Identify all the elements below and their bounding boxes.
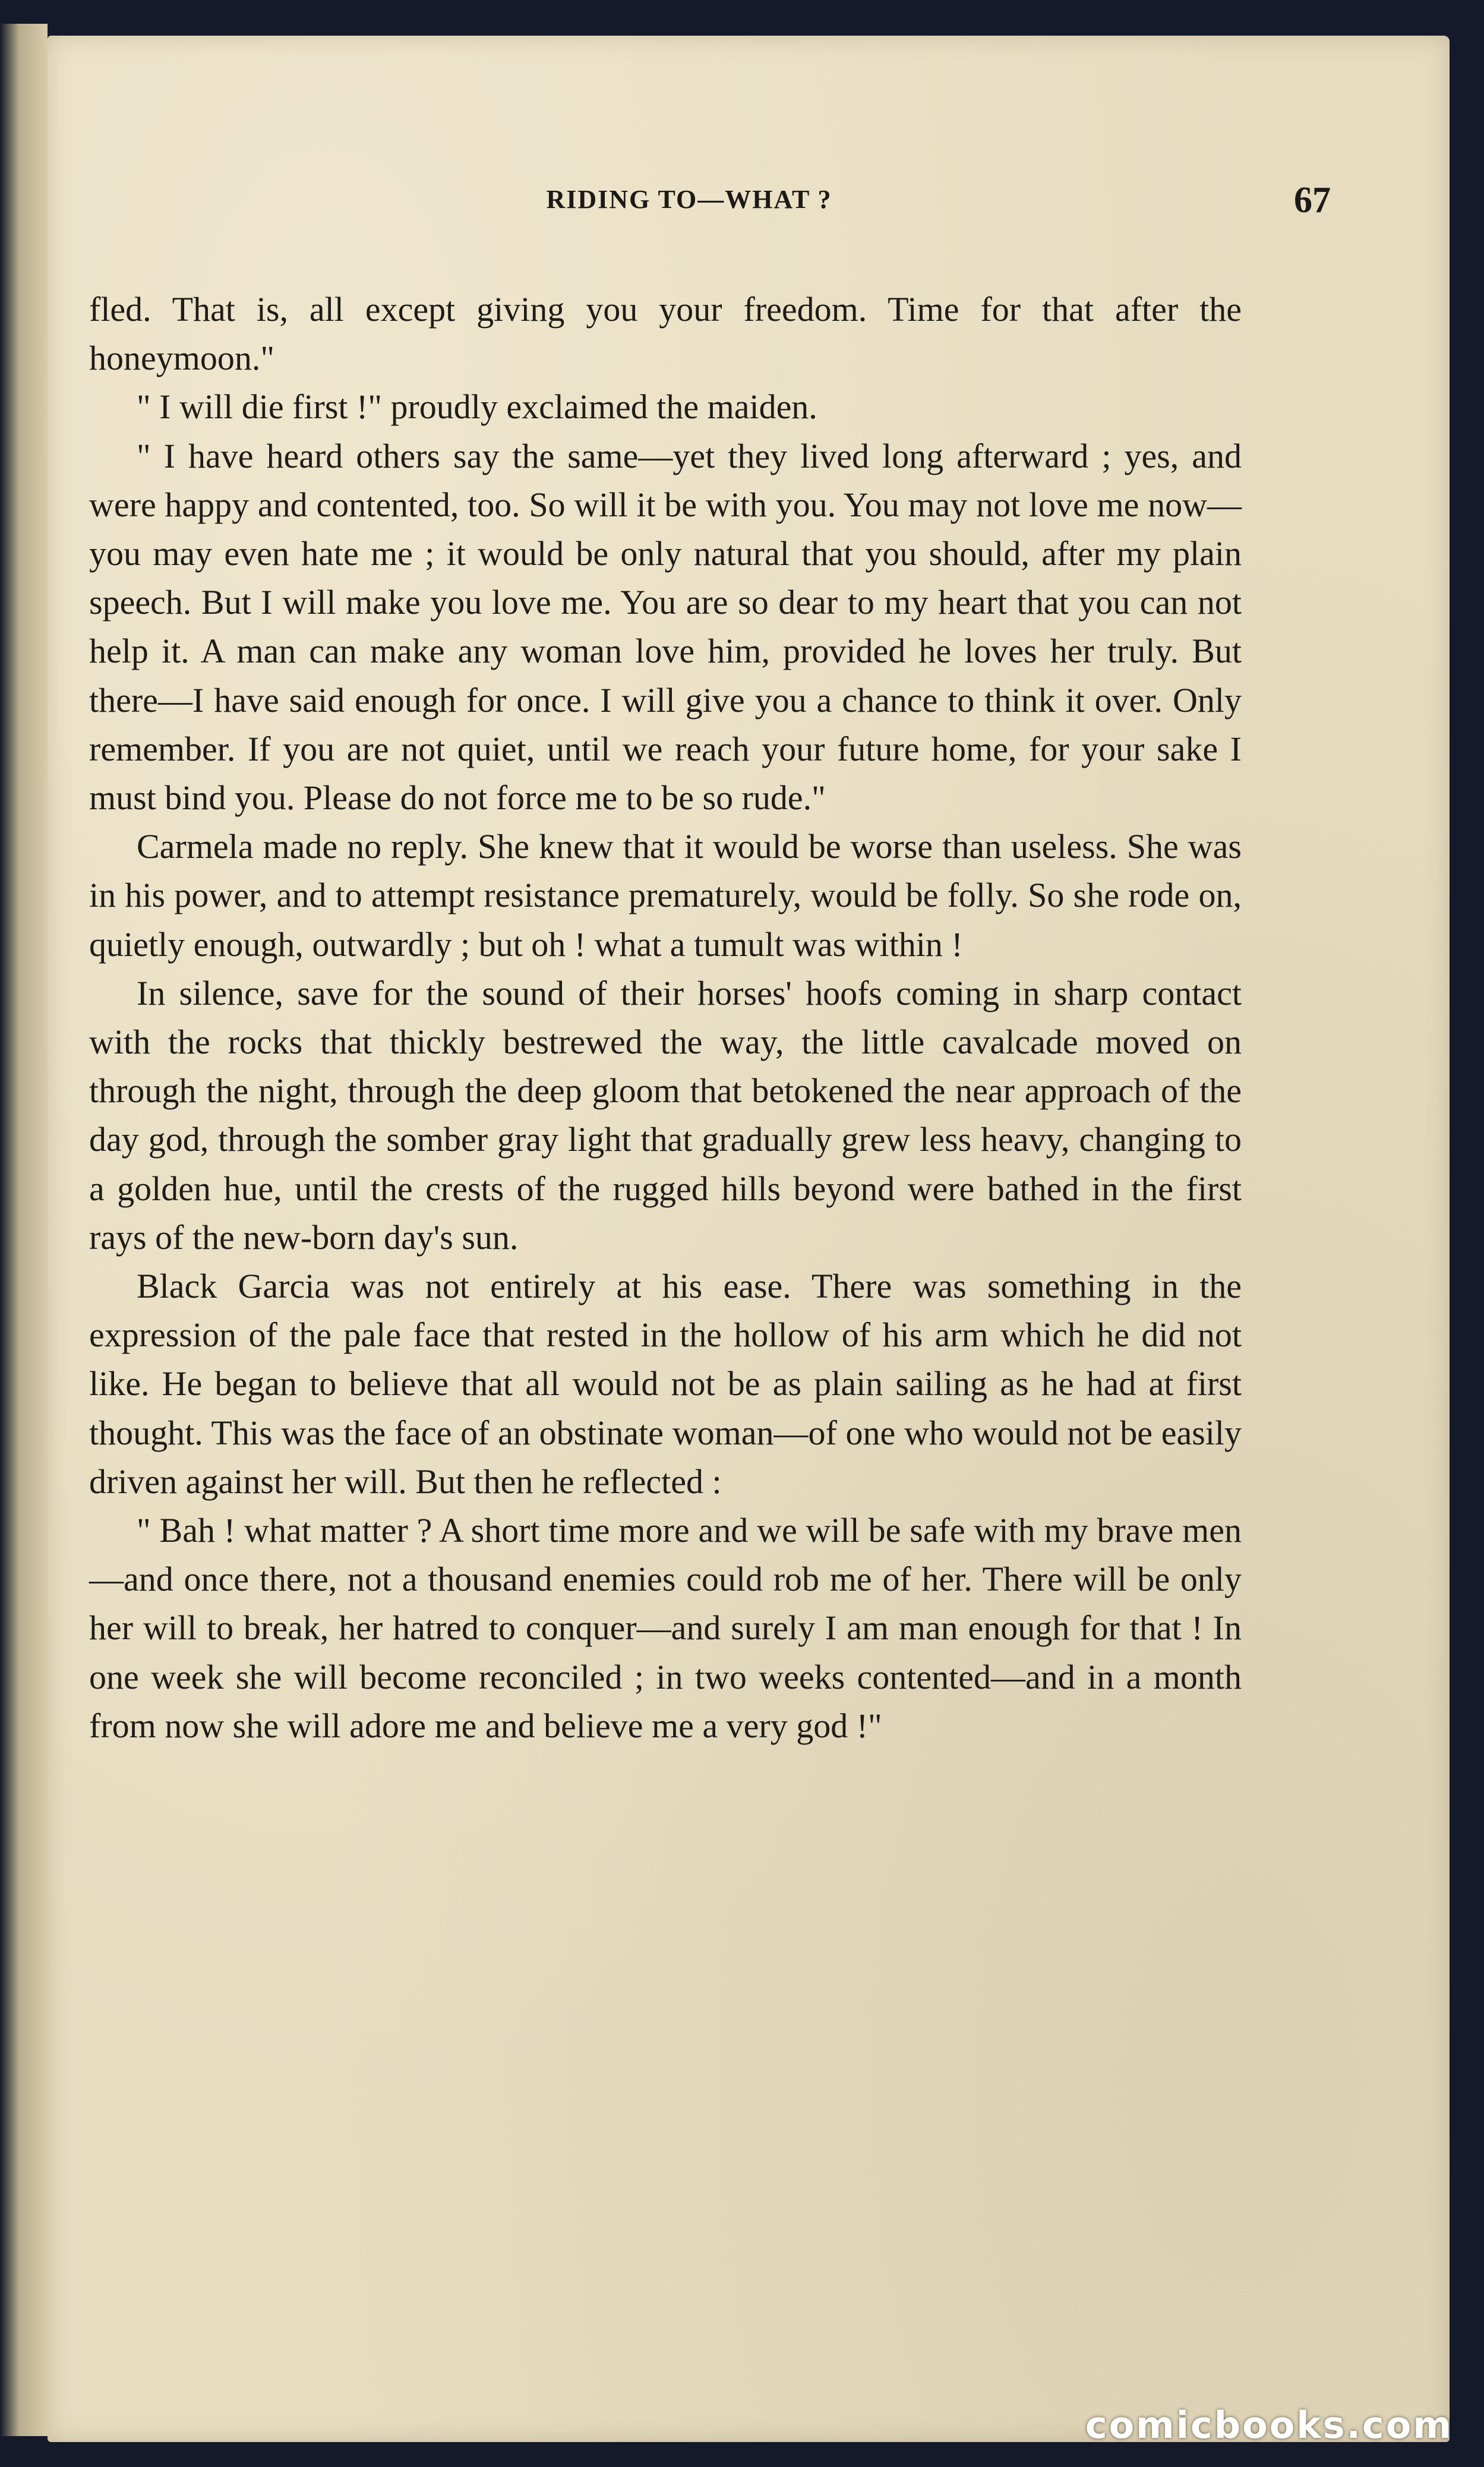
paragraph-7: " Bah ! what matter ? A short time more and we will be safe with my brave men—and once there, not a thousand enemies could rob me of her. There will be only her will to break, her hatred to conquer—and surely I am man enough for that ! In one week she will become reconciled ; in two weeks contented—and in a month from now she will adore me and believe me a very god !" [89,1511,1242,1745]
paragraph-6: Black Garcia was not entirely at his ease. There was something in the expression of the pale face that rested in the hollow of his arm which he did not like. He began to believe that all would not be as plain sailing as he had at first thought. This was the face of an obstinate woman—of one who would not be easily driven against her will. But then he reflected : [89,1267,1242,1501]
paragraph-3: " I have heard others say the same—yet they lived long afterward ; yes, and were happy and contented, too. So will it be with you. You may not love me now—you may even hate me ; it would be only natural that you should, after my plain speech. But I will make you love me. You are so dear to my heart that you can not help it. A man can make any woman love him, provided he loves her truly. But there—I have said enough for once. I will give you a chance to think it over. Only remember. If you are not quiet, until we reach your future home, for your sake I must bind you. Please do not force me to be so rude." [89,436,1242,818]
running-head: RIDING TO—WHAT ? [546,185,832,214]
book-gutter-edge [0,24,48,2436]
watermark-text: comicbooks.com [1085,2403,1453,2447]
page-number: 67 [1294,180,1331,220]
paragraph-5: In silence, save for the sound of their horses' hoofs coming in sharp contact with the rocks that thickly bestrewed the way, the little cavalcade moved on through the night, through the deep gloom that betokened the near approach of the day god, through the somber gray light that gradually grew less heavy, changing to a golden hue, until the crests of the rugged hills beyond were bathed in the first rays of the new-born day's sun. [89,973,1242,1257]
paragraph-2: " I will die first !" proudly exclaimed the maiden. [137,387,817,427]
paragraph-1: fled. That is, all except giving you your freedom. Time for that after the honeymoon." [89,290,1242,378]
body-text [89,285,1242,1750]
paragraph-4: Carmela made no reply. She knew that it would be worse than useless. She was in his power, and to attempt resistance prematurely, would be folly. So she rode on, quietly enough, outwardly ; but oh ! what a tumult was within ! [89,827,1242,964]
page-header [48,180,1331,238]
